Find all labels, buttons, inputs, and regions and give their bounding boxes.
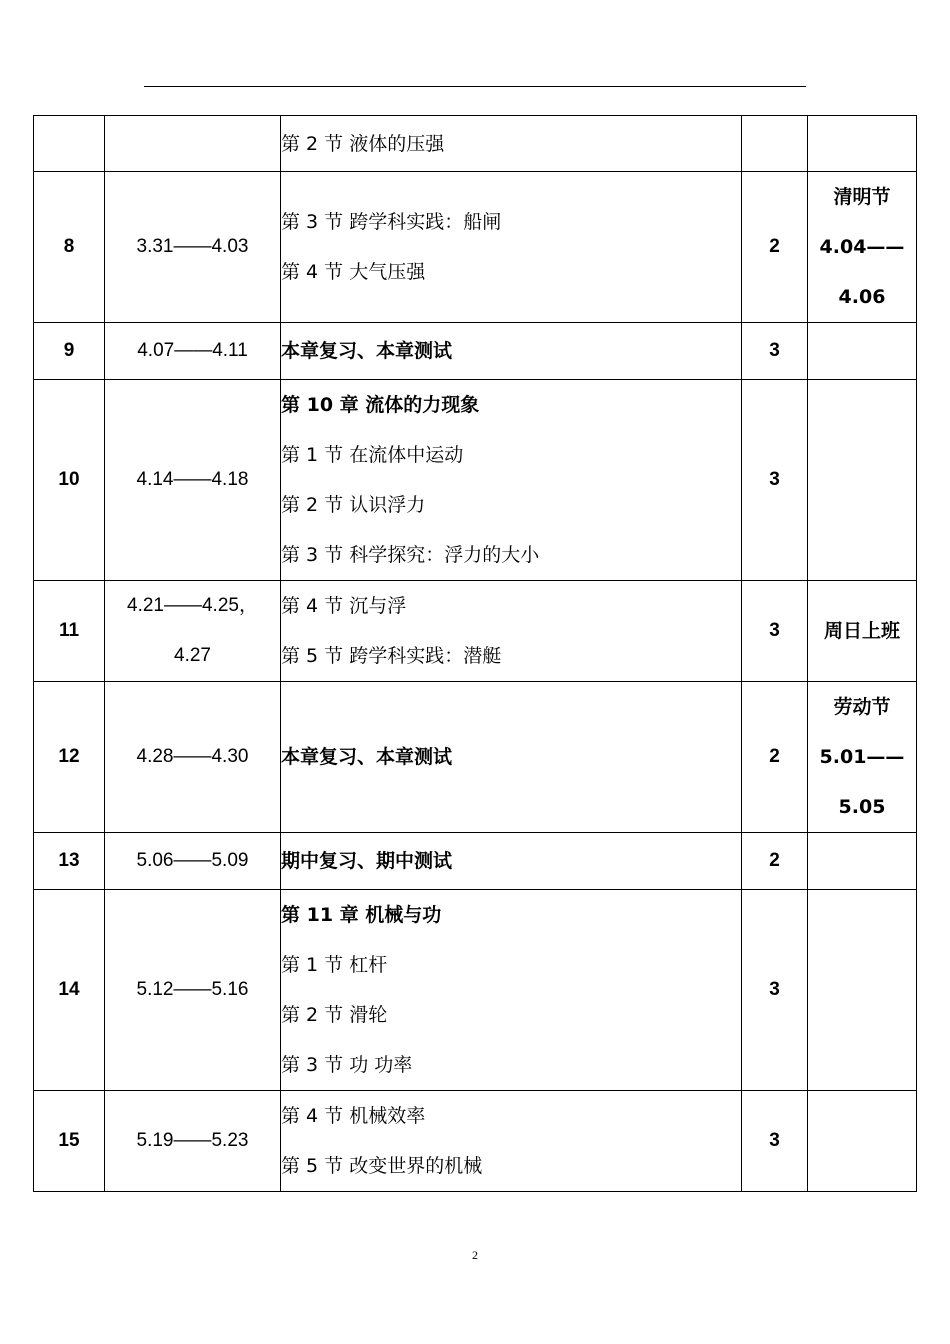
date-line: 4.21——4.25，: [127, 595, 258, 616]
note-line: 周日上班: [823, 620, 900, 642]
content-cell: [281, 890, 742, 1091]
week-cell: [34, 116, 105, 172]
date-cell: 4.14——4.18: [105, 380, 281, 581]
content-line: 第 2 节 滑轮: [281, 1004, 388, 1026]
date-cell: 5.19——5.23: [105, 1091, 281, 1192]
content-line: 第 11 章 机械与功: [281, 904, 442, 926]
content-line: 第 3 节 科学探究：浮力的大小: [281, 544, 540, 566]
content-cell: [281, 323, 742, 380]
content-cell: [281, 116, 742, 172]
content-line: 第 1 节 杠杆: [281, 954, 388, 976]
hours-cell: 2: [742, 172, 808, 323]
note-cell: [808, 581, 917, 682]
content-cell: [281, 682, 742, 833]
table-row: [34, 380, 917, 581]
content-line: 第 4 节 沉与浮: [281, 595, 407, 617]
week-cell: 8: [34, 172, 105, 323]
page-number: 2: [472, 1248, 478, 1262]
content-line: 第 5 节 跨学科实践：潜艇: [281, 645, 502, 667]
content-line: 期中复习、期中测试: [281, 850, 453, 872]
note-cell: [808, 116, 917, 172]
table-row: [34, 890, 917, 1091]
date-cell: 4.07——4.11: [105, 323, 281, 380]
note-cell: [808, 323, 917, 380]
schedule-table: [33, 115, 917, 1192]
week-cell: 10: [34, 380, 105, 581]
content-cell: [281, 833, 742, 890]
week-cell: 15: [34, 1091, 105, 1192]
content-line: 第 2 节 认识浮力: [281, 494, 426, 516]
note-cell: [808, 1091, 917, 1192]
hours-cell: 2: [742, 833, 808, 890]
note-line: 5.05: [838, 796, 886, 818]
header-rule: [144, 86, 806, 87]
table-row: [34, 116, 917, 172]
hours-cell: 3: [742, 1091, 808, 1192]
content-line: 本章复习、本章测试: [281, 340, 453, 362]
note-line: 劳动节: [833, 696, 891, 718]
week-cell: 12: [34, 682, 105, 833]
content-line: 第 4 节 大气压强: [281, 261, 426, 283]
note-cell: [808, 172, 917, 323]
content-line: 第 1 节 在流体中运动: [281, 444, 464, 466]
table-row: [34, 581, 917, 682]
content-line: 第 2 节 液体的压强: [281, 132, 445, 155]
week-cell: 14: [34, 890, 105, 1091]
note-line: 4.06: [838, 286, 886, 308]
content-cell: [281, 581, 742, 682]
content-line: 第 4 节 机械效率: [281, 1105, 426, 1127]
hours-cell: 3: [742, 581, 808, 682]
content-line: 第 5 节 改变世界的机械: [281, 1155, 483, 1177]
content-line: 第 3 节 跨学科实践：船闸: [281, 211, 502, 233]
date-line: 4.27: [174, 645, 211, 666]
content-cell: [281, 1091, 742, 1192]
week-cell: 13: [34, 833, 105, 890]
table-row: [34, 172, 917, 323]
table-row: [34, 1091, 917, 1192]
note-cell: [808, 380, 917, 581]
week-cell: 11: [34, 581, 105, 682]
content-cell: [281, 380, 742, 581]
note-cell: [808, 890, 917, 1091]
date-cell: [105, 581, 281, 682]
table-row: [34, 682, 917, 833]
table-row: [34, 833, 917, 890]
date-cell: 5.12——5.16: [105, 890, 281, 1091]
date-cell: 5.06——5.09: [105, 833, 281, 890]
hours-cell: 3: [742, 380, 808, 581]
content-line: 本章复习、本章测试: [281, 746, 453, 768]
note-cell: [808, 833, 917, 890]
date-cell: 4.28——4.30: [105, 682, 281, 833]
week-cell: 9: [34, 323, 105, 380]
note-line: 5.01——: [819, 746, 905, 768]
content-line: 第 3 节 功 功率: [281, 1054, 413, 1076]
date-cell: 3.31——4.03: [105, 172, 281, 323]
table-row: [34, 323, 917, 380]
content-cell: [281, 172, 742, 323]
note-cell: [808, 682, 917, 833]
hours-cell: 3: [742, 323, 808, 380]
content-line: 第 10 章 流体的力现象: [281, 394, 480, 416]
date-cell: [105, 116, 281, 172]
hours-cell: 3: [742, 890, 808, 1091]
note-line: 清明节: [833, 186, 891, 208]
hours-cell: 2: [742, 682, 808, 833]
note-line: 4.04——: [819, 236, 905, 258]
hours-cell: [742, 116, 808, 172]
